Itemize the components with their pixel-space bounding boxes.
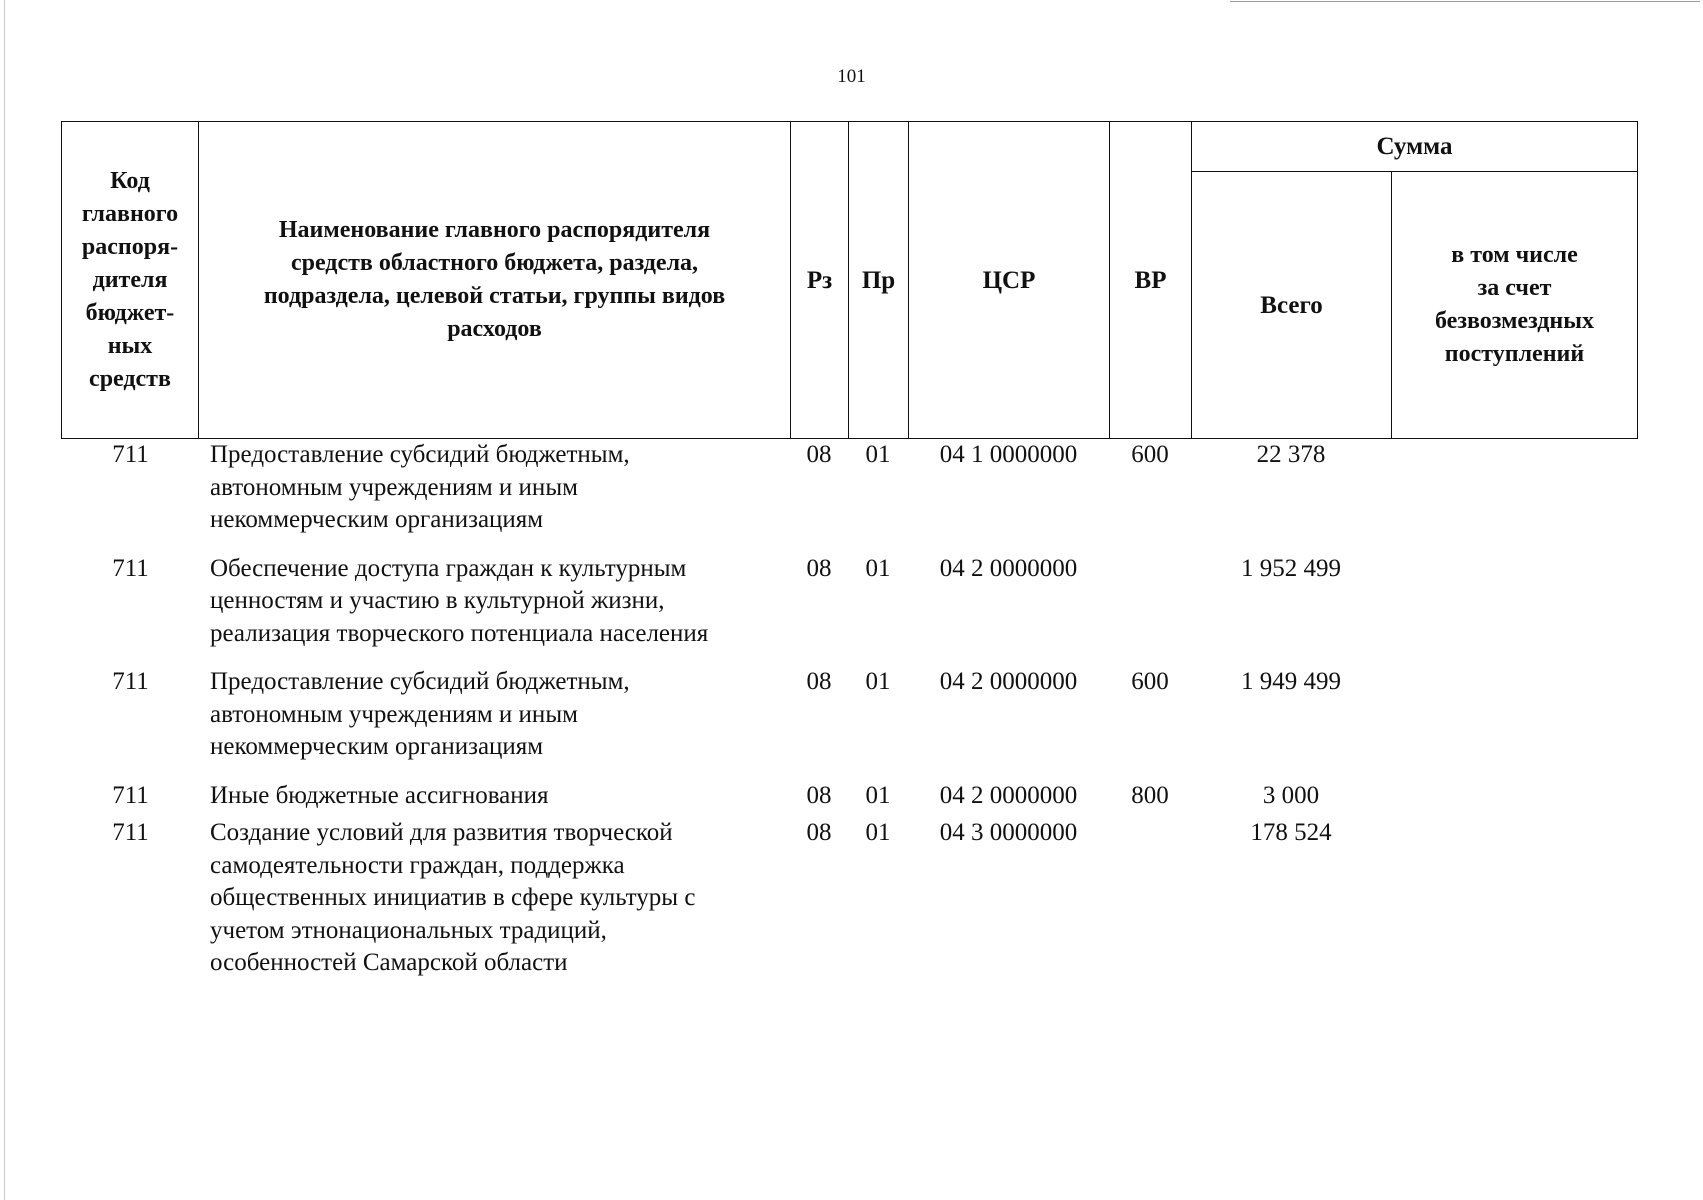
row-total: 178 524 bbox=[1250, 819, 1332, 846]
row-incl bbox=[1391, 666, 1637, 764]
row-name bbox=[198, 439, 790, 537]
row-csr: 04 2 0000000 bbox=[939, 668, 1078, 695]
header-incl-line: за счет bbox=[1477, 275, 1552, 301]
table-row bbox=[61, 553, 1637, 651]
header-code-line: бюджет- bbox=[85, 299, 175, 326]
row-rz: 08 bbox=[806, 554, 832, 582]
row-name-line: автономным учреждениям и иным bbox=[210, 473, 578, 501]
row-incl bbox=[1391, 553, 1637, 651]
scan-edge-top bbox=[1230, 1, 1700, 2]
header-code-line: распоря- bbox=[81, 233, 179, 260]
row-rz: 08 bbox=[806, 781, 832, 809]
table-row bbox=[61, 817, 1637, 980]
header-incl-line: безвозмездных bbox=[1435, 308, 1594, 334]
row-rz: 08 bbox=[806, 441, 832, 468]
row-vr bbox=[1109, 553, 1191, 651]
row-name-line: Обеспечение доступа граждан к культурным bbox=[210, 554, 687, 582]
header-incl bbox=[1392, 172, 1638, 439]
row-total: 3 000 bbox=[1262, 781, 1320, 809]
row-name-line: Создание условий для развития творческой bbox=[210, 819, 673, 846]
row-total: 1 949 499 bbox=[1241, 668, 1341, 695]
header-name-line: подраздела, целевой статьи, группы видов bbox=[263, 283, 726, 309]
row-name bbox=[198, 553, 790, 651]
row-incl bbox=[1391, 780, 1637, 813]
row-code: 711 bbox=[112, 819, 149, 846]
row-pr: 01 bbox=[865, 441, 891, 468]
row-code: 711 bbox=[112, 781, 149, 809]
row-name-line: Иные бюджетные ассигнования bbox=[210, 781, 549, 809]
row-name-line: самодеятельности граждан, поддержка bbox=[210, 851, 625, 879]
header-code-line: ных bbox=[107, 332, 153, 359]
header-name-line: средств областного бюджета, раздела, bbox=[290, 250, 699, 276]
row-pr: 01 bbox=[865, 781, 891, 809]
row-code: 711 bbox=[112, 554, 149, 582]
row-total: 22 378 bbox=[1256, 441, 1326, 468]
header-code-line: дителя bbox=[92, 266, 168, 293]
row-pr: 01 bbox=[865, 554, 891, 582]
row-incl bbox=[1391, 439, 1637, 537]
row-vr bbox=[1109, 817, 1191, 980]
row-name-line: некоммерческим организациям bbox=[210, 733, 544, 760]
table-row bbox=[61, 439, 1637, 537]
header-name-line: Наименование главного распорядителя bbox=[278, 217, 711, 243]
row-csr: 04 2 0000000 bbox=[939, 781, 1078, 809]
row-vr: 600 bbox=[1131, 668, 1169, 695]
row-csr: 04 2 0000000 bbox=[939, 554, 1078, 582]
row-csr: 04 3 0000000 bbox=[939, 819, 1078, 846]
header-rz: Рз bbox=[791, 122, 849, 439]
row-incl bbox=[1391, 817, 1637, 980]
row-name-line: общественных инициатив в сфере культуры с bbox=[210, 884, 696, 911]
header-incl-line: поступлений bbox=[1444, 341, 1585, 367]
row-name bbox=[198, 817, 790, 980]
row-code: 711 bbox=[112, 441, 149, 468]
row-rz: 08 bbox=[806, 668, 832, 695]
row-total: 1 952 499 bbox=[1241, 554, 1341, 582]
row-name-line: некоммерческим организациям bbox=[210, 506, 544, 533]
header-vr: ВР bbox=[1110, 122, 1192, 439]
row-pr: 01 bbox=[865, 819, 891, 846]
row-pr: 01 bbox=[865, 668, 891, 695]
row-code: 711 bbox=[112, 668, 149, 695]
row-name-line: особенностей Самарской области bbox=[210, 949, 568, 976]
row-name bbox=[198, 780, 790, 813]
row-name-line: Предоставление субсидий бюджетным, bbox=[210, 441, 630, 468]
header-code-line: средств bbox=[89, 365, 171, 392]
header-name-line: расходов bbox=[447, 316, 542, 342]
page-number: 101 bbox=[837, 66, 866, 87]
header-code-line: Код bbox=[110, 167, 150, 194]
row-name-line: автономным учреждениям и иным bbox=[210, 700, 578, 728]
table-row bbox=[61, 780, 1637, 813]
scan-edge-left bbox=[4, 0, 5, 1200]
row-name-line: Предоставление субсидий бюджетным, bbox=[210, 668, 630, 695]
header-code-line: главного bbox=[81, 200, 179, 227]
row-name-line: ценностям и участию в культурной жизни, bbox=[210, 587, 665, 614]
header-pr: Пр bbox=[849, 122, 909, 439]
row-vr: 800 bbox=[1131, 781, 1169, 809]
row-rz: 08 bbox=[806, 819, 832, 846]
header-csr: ЦСР bbox=[909, 122, 1110, 439]
row-name-line: учетом этнонациональных традиций, bbox=[210, 916, 607, 944]
row-name bbox=[198, 666, 790, 764]
row-csr: 04 1 0000000 bbox=[939, 441, 1078, 468]
header-code bbox=[62, 122, 199, 439]
header-sum: Сумма bbox=[1192, 122, 1638, 172]
header-name bbox=[199, 122, 791, 439]
table-row bbox=[61, 666, 1637, 764]
row-name-line: реализация творческого потенциала населения bbox=[210, 619, 709, 647]
budget-table-header bbox=[61, 121, 1638, 439]
header-incl-line: в том числе bbox=[1451, 242, 1578, 268]
header-total: Всего bbox=[1192, 172, 1392, 439]
budget-table-body bbox=[61, 439, 1637, 996]
row-vr: 600 bbox=[1131, 441, 1169, 468]
